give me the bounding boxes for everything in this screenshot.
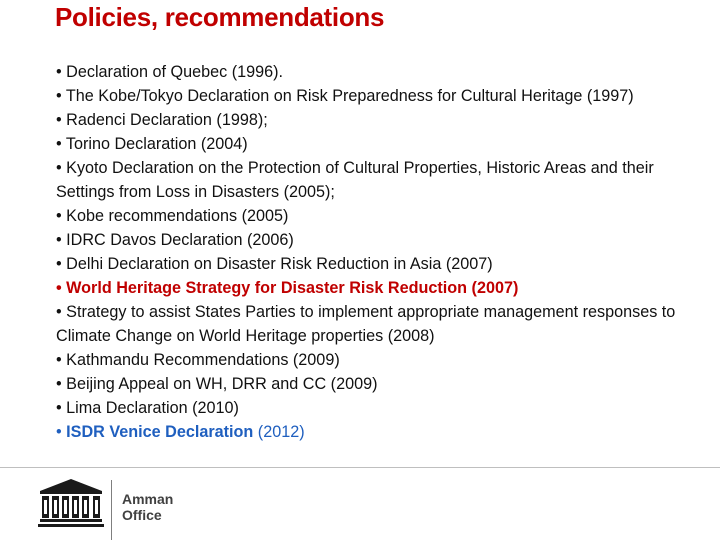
list-item: • Kathmandu Recommendations (2009) (56, 351, 340, 369)
footer-separator (111, 480, 112, 540)
list-item: • Beijing Appeal on WH, DRR and CC (2009) (56, 375, 378, 393)
slide-title: Policies, recommendations (55, 2, 385, 32)
policy-list (56, 60, 686, 444)
list-item: • Strategy to assist States Parties to implement appropriate management responses to Climate Change on World Heritage properties (2008) (56, 303, 676, 345)
list-item: • Radenci Declaration (1998); (56, 111, 268, 129)
list-item-highlighted: • World Heritage Strategy for Disaster Risk Reduction (2007) (56, 279, 519, 297)
list-item: • Kobe recommendations (2005) (56, 207, 289, 225)
list-item-bullet: • (56, 423, 67, 441)
list-item: • Torino Declaration (2004) (56, 135, 248, 153)
list-item: • Delhi Declaration on Disaster Risk Reduction in Asia (2007) (56, 255, 493, 273)
list-item: • Lima Declaration (2010) (56, 399, 239, 417)
list-item-name: ISDR Venice Declaration (66, 423, 254, 441)
footer-divider (0, 467, 720, 468)
office-label (122, 491, 173, 523)
list-item: • The Kobe/Tokyo Declaration on Risk Preparedness for Cultural Heritage (1997) (56, 87, 634, 105)
office-line-1: Amman (122, 491, 174, 507)
list-item: • Kyoto Declaration on the Protection of Cultural Properties, Historic Areas and their Settings from Loss in Disasters (2005); (56, 159, 654, 201)
list-item-last (56, 420, 686, 444)
list-item: • Declaration of Quebec (1996). (56, 63, 284, 81)
list-item-year: (2012) (253, 423, 305, 441)
unesco-logo-icon (38, 478, 104, 532)
list-item: • IDRC Davos Declaration (2006) (56, 231, 294, 249)
office-line-2: Office (122, 507, 162, 523)
